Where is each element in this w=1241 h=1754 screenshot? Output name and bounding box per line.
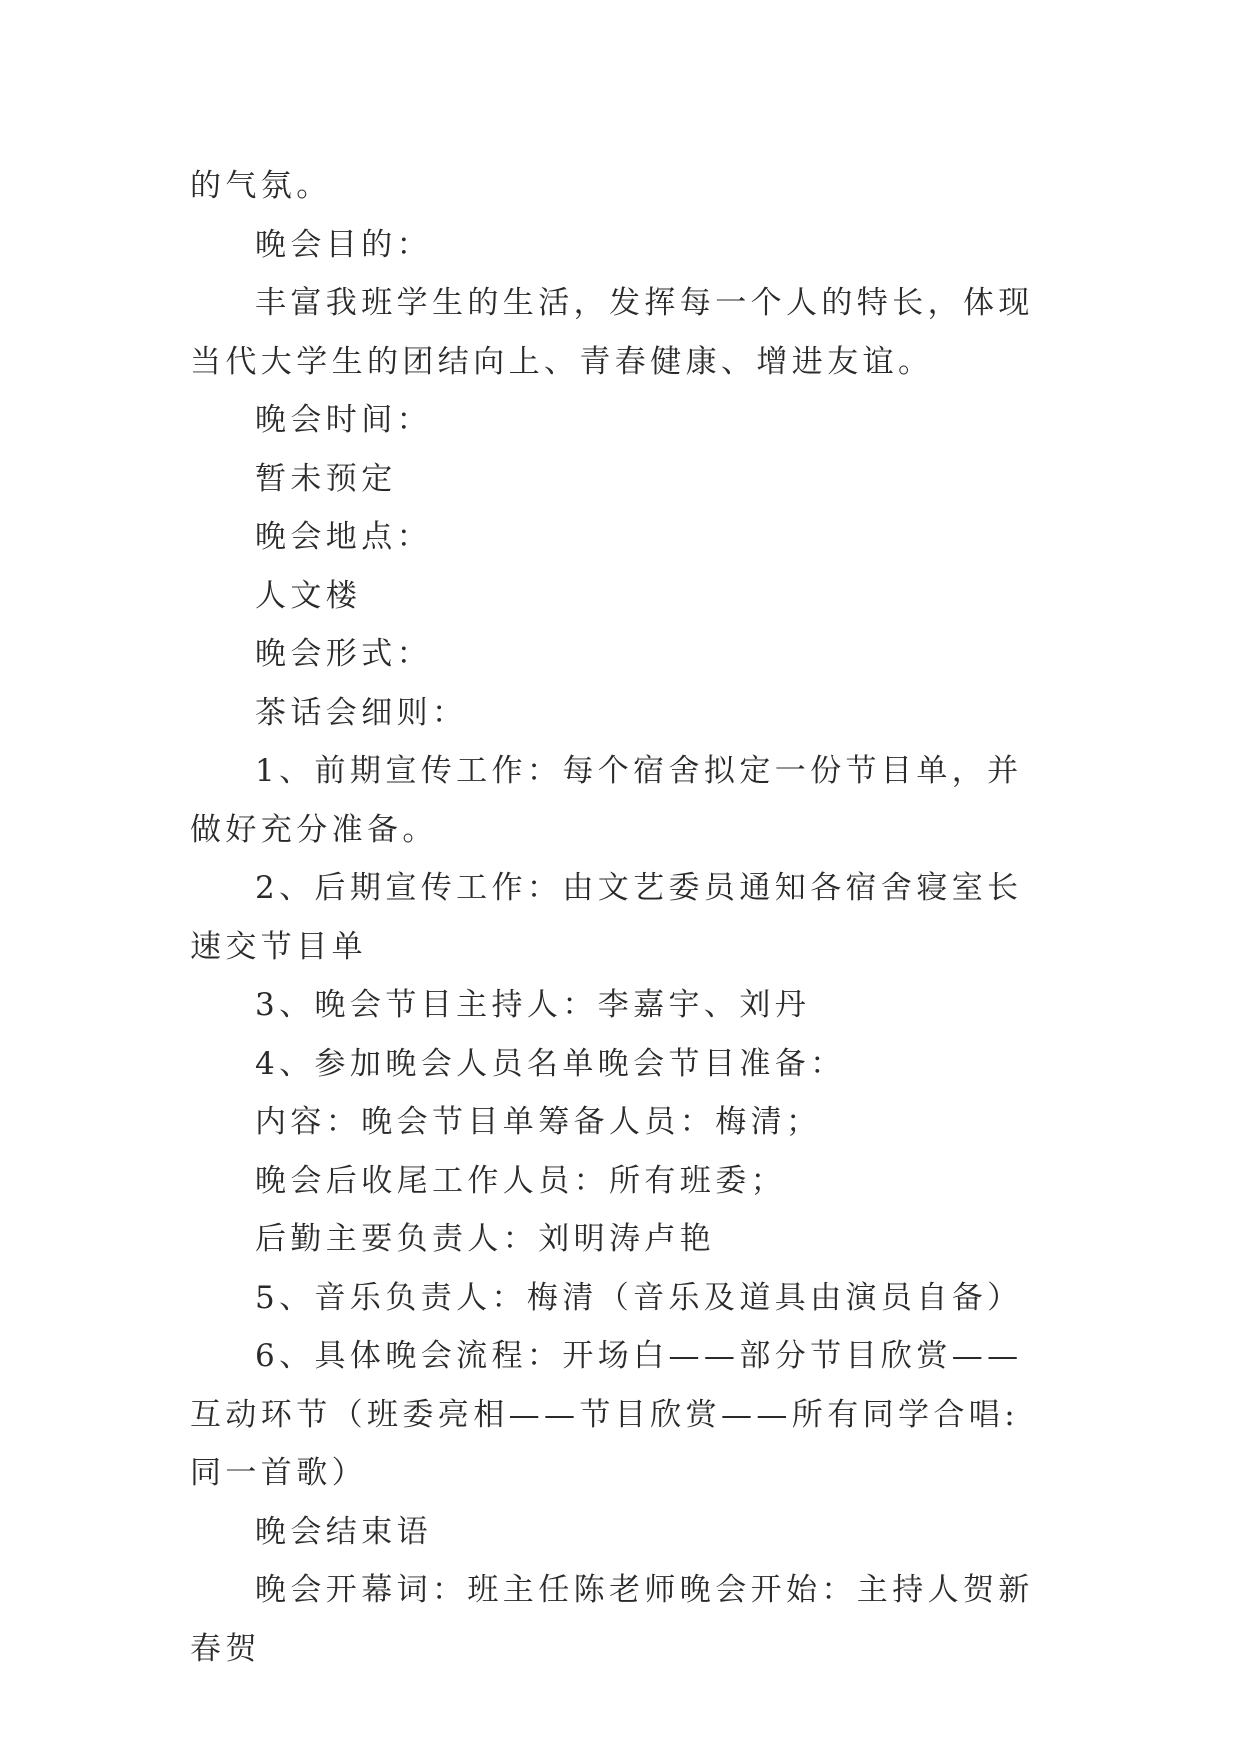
heading-tea-party-rules: 茶话会细则： <box>255 694 468 731</box>
paragraph-content-staff: 内容：晚会节目单筹备人员：梅清； <box>255 1104 822 1140</box>
paragraph-cleanup-staff: 晚会后收尾工作人员：所有班委； <box>255 1162 786 1199</box>
heading-evening-purpose: 晚会目的： <box>255 226 432 263</box>
list-item-6: 6、具体晚会流程：开场白——部分节目欣赏——互动环节（班委亮相——节目欣赏——所有同学合唱:同一首歌） <box>190 1338 1023 1491</box>
paragraph-purpose: 丰富我班学生的生活，发挥每一个人的特长，体现当代大学生的团结向上、青春健康、增进友谊。 <box>190 285 1034 380</box>
paragraph-logistics-lead: 后勤主要负责人：刘明涛卢艳 <box>255 1221 716 1257</box>
document-body <box>190 157 1052 1678</box>
list-item-1: 1、前期宣传工作：每个宿舍拟定一份节目单，并做好充分准备。 <box>190 753 1023 848</box>
list-item-4: 4、参加晚会人员名单晚会节目准备： <box>255 1045 846 1082</box>
paragraph-continuation: 的气氛。 <box>190 168 332 204</box>
heading-evening-format: 晚会形式： <box>255 636 432 672</box>
paragraph-location: 人文楼 <box>255 577 362 614</box>
list-item-2: 2、后期宣传工作：由文艺委员通知各宿舍寝室长速交节目单 <box>190 870 1023 965</box>
list-item-3: 3、晚会节目主持人：李嘉宇、刘丹 <box>255 987 811 1023</box>
heading-evening-location: 晚会地点： <box>255 519 432 555</box>
paragraph-closing-remarks: 晚会结束语 <box>255 1513 432 1550</box>
heading-evening-time: 晚会时间： <box>255 402 432 438</box>
paragraph-opening-speech: 晚会开幕词：班主任陈老师晚会开始：主持人贺新春贺 <box>190 1572 1034 1667</box>
list-item-5: 5、音乐负责人：梅清（音乐及道具由演员自备） <box>255 1279 1023 1316</box>
paragraph-time: 暂未预定 <box>255 460 397 497</box>
